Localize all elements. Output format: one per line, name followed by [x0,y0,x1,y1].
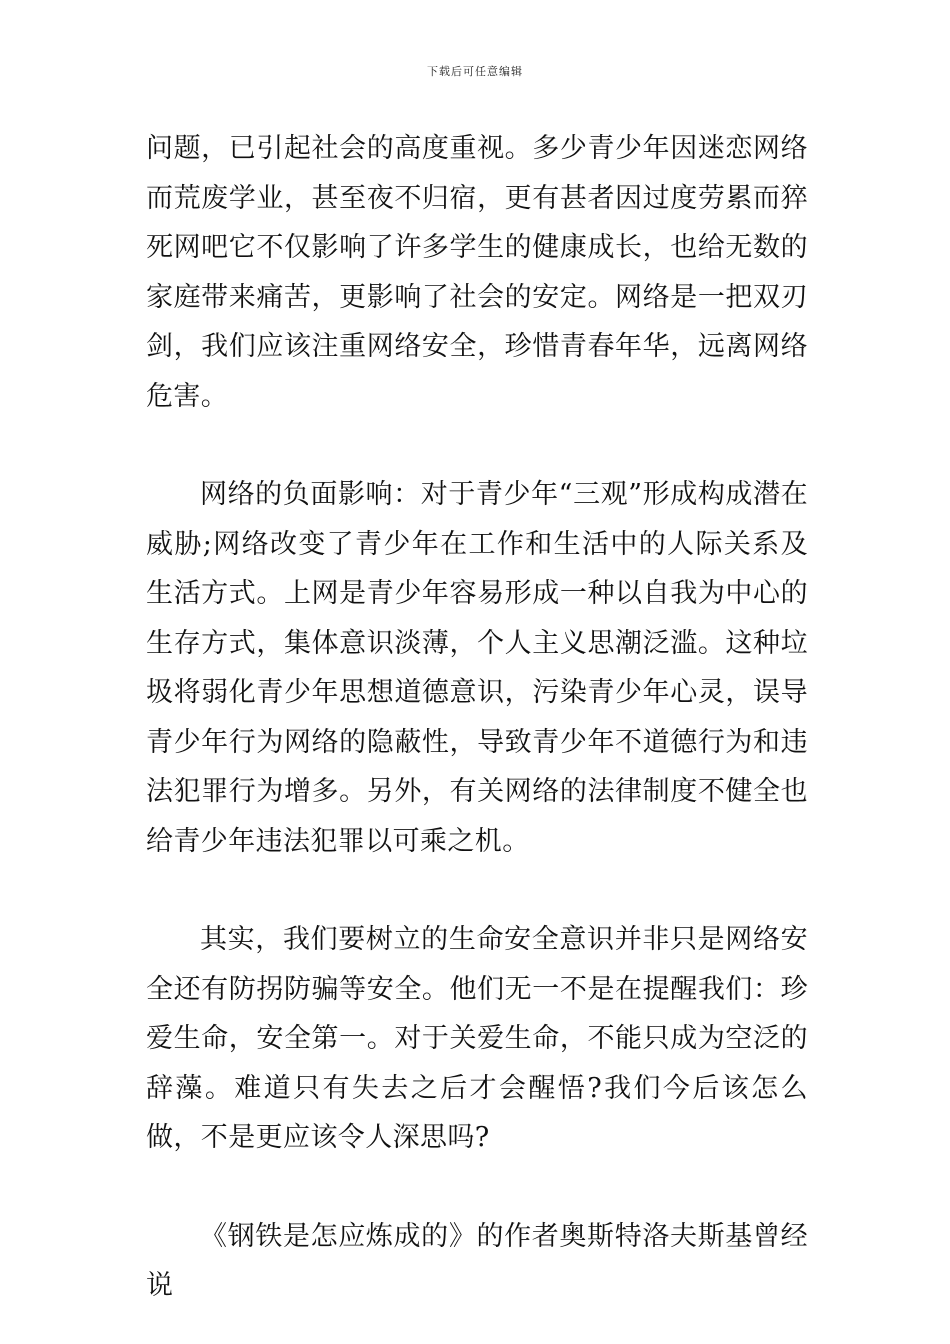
document-body [146,124,808,1311]
paragraph-1: 问题，已引起社会的高度重视。多少青少年因迷恋网络而荒废学业，甚至夜不归宿，更有甚者因过度劳累而猝死网吧它不仅影响了许多学生的健康成长，也给无数的家庭带来痛苦，更影响了社会的安定。网络是一把双刃剑，我们应该注重网络安全，珍惜青春年华，远离网络危害。 [146,133,808,412]
paragraph-gap [146,866,808,915]
paragraph-4: 《钢铁是怎应炼成的》的作者奥斯特洛夫斯基曾经说 [146,1220,808,1301]
paragraph-3: 其实，我们要树立的生命安全意识并非只是网络安全还有防拐防骗等安全。他们无一不是在提醒我们：珍爱生命，安全第一。对于关爱生命，不能只成为空泛的辞藻。难道只有失去之后才会醒悟?我们今后该怎么做，不是更应该令人深思吗? [146,924,808,1153]
page-header-note: 下载后可任意编辑 [427,65,523,78]
paragraph-gap [146,1163,808,1212]
paragraph-gap [146,421,808,470]
paragraph-2: 网络的负面影响：对于青少年“三观”形成构成潜在威胁;网络改变了青少年在工作和生活中的人际关系及生活方式。上网是青少年容易形成一种以自我为中心的生存方式，集体意识淡薄，个人主义思潮泛滥。这种垃圾将弱化青少年思想道德意识，污染青少年心灵，误导青少年行为网络的隐蔽性，导致青少年不道德行为和违法犯罪行为增多。另外，有关网络的法律制度不健全也给青少年违法犯罪以可乘之机。 [146,479,808,857]
